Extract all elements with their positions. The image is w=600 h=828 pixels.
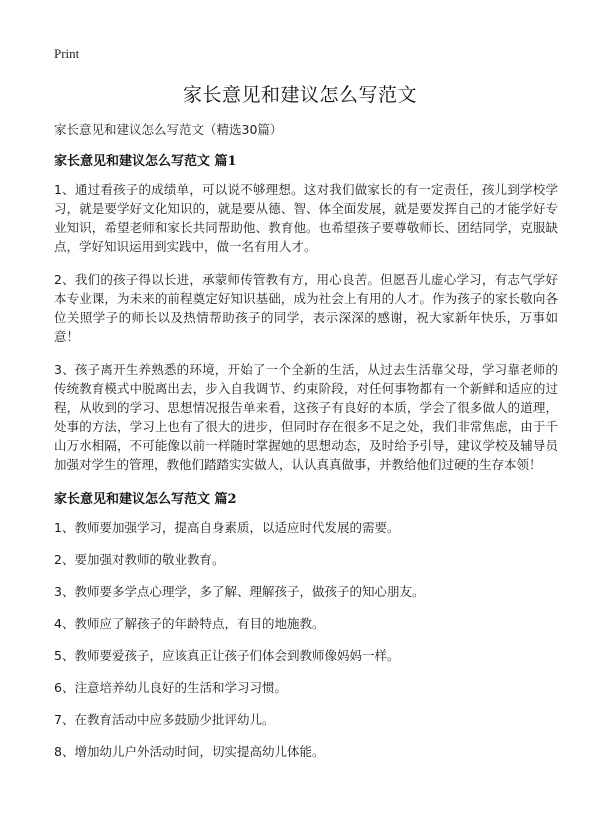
page-subtitle: 家长意见和建议怎么写范文（精选30篇）: [54, 122, 283, 137]
section-2: [54, 488, 558, 761]
list-item: 8、增加幼儿户外活动时间，切实提高幼儿体能。: [54, 744, 325, 759]
suggestion-list: [54, 518, 558, 761]
list-item: 3、教师要多学点心理学，多了解、理解孩子，做孩子的知心朋友。: [54, 584, 425, 599]
list-item: 2、要加强对教师的敬业教育。: [54, 552, 225, 567]
print-link[interactable]: Print: [54, 46, 80, 61]
article-content: [54, 150, 558, 774]
section-heading: 家长意见和建议怎么写范文 篇2: [54, 492, 237, 507]
list-item: 5、教师要爱孩子，应该真正让孩子们体会到教师像妈妈一样。: [54, 648, 400, 663]
list-item: 6、注意培养幼儿良好的生活和学习习惯。: [54, 680, 287, 695]
list-item: 4、教师应了解孩子的年龄特点，有目的地施教。: [54, 616, 325, 631]
paragraph: 2、我们的孩子得以长进，承蒙师传管教有方，用心良苦。但愿吾儿虚心学习，有志气学好本专业课，为未来的前程奠定好知识基础，成为社会上有用的人才。作为孩子的家长敬向各位关照学子的师长以及热情帮助孩子的同学，表示深深的感谢，祝大家新年快乐，万事如意！: [54, 272, 558, 344]
section-heading: 家长意见和建议怎么写范文 篇1: [54, 154, 237, 169]
list-item: 7、在教育活动中应多鼓励少批评幼儿。: [54, 712, 275, 727]
paragraph: 1、通过看孩子的成绩单，可以说不够理想。这对我们做家长的有一定责任，孩儿到学校学习，就是要学好文化知识的，就是要从德、智、体全面发展，就是要发挥自己的才能学好专业知识，希望老师和家长共同帮助他、教育他。也希望孩子要尊敬师长、团结同学，克服缺点，学好知识运用到实践中，做一名有用人才。: [54, 182, 558, 254]
page-title: 家长意见和建议怎么写范文: [182, 84, 417, 106]
paragraph: 3、孩子离开生养熟悉的环境，开始了一个全新的生活，从过去生活靠父母，学习靠老师的传统教育模式中脱离出去，步入自我调节、约束阶段，对任何事物都有一个新鲜和适应的过程，从收到的学习、思想情况报告单来看，这孩子有良好的本质，学会了很多做人的道理，处事的方法，学习上也有了很大的进步，但同时存在很多不足之处，我们非常焦虑，由于千山万水相隔，不可能像以前一样随时掌握她的思想动态，及时给予引导，建议学校及辅导员加强对学生的管理，教他们踏踏实实做人，认认真真做事，并教给他们过硬的生存本领！: [54, 362, 558, 472]
list-item: 1、教师要加强学习，提高自身素质，以适应时代发展的需要。: [54, 520, 400, 535]
section-1: [54, 150, 558, 474]
